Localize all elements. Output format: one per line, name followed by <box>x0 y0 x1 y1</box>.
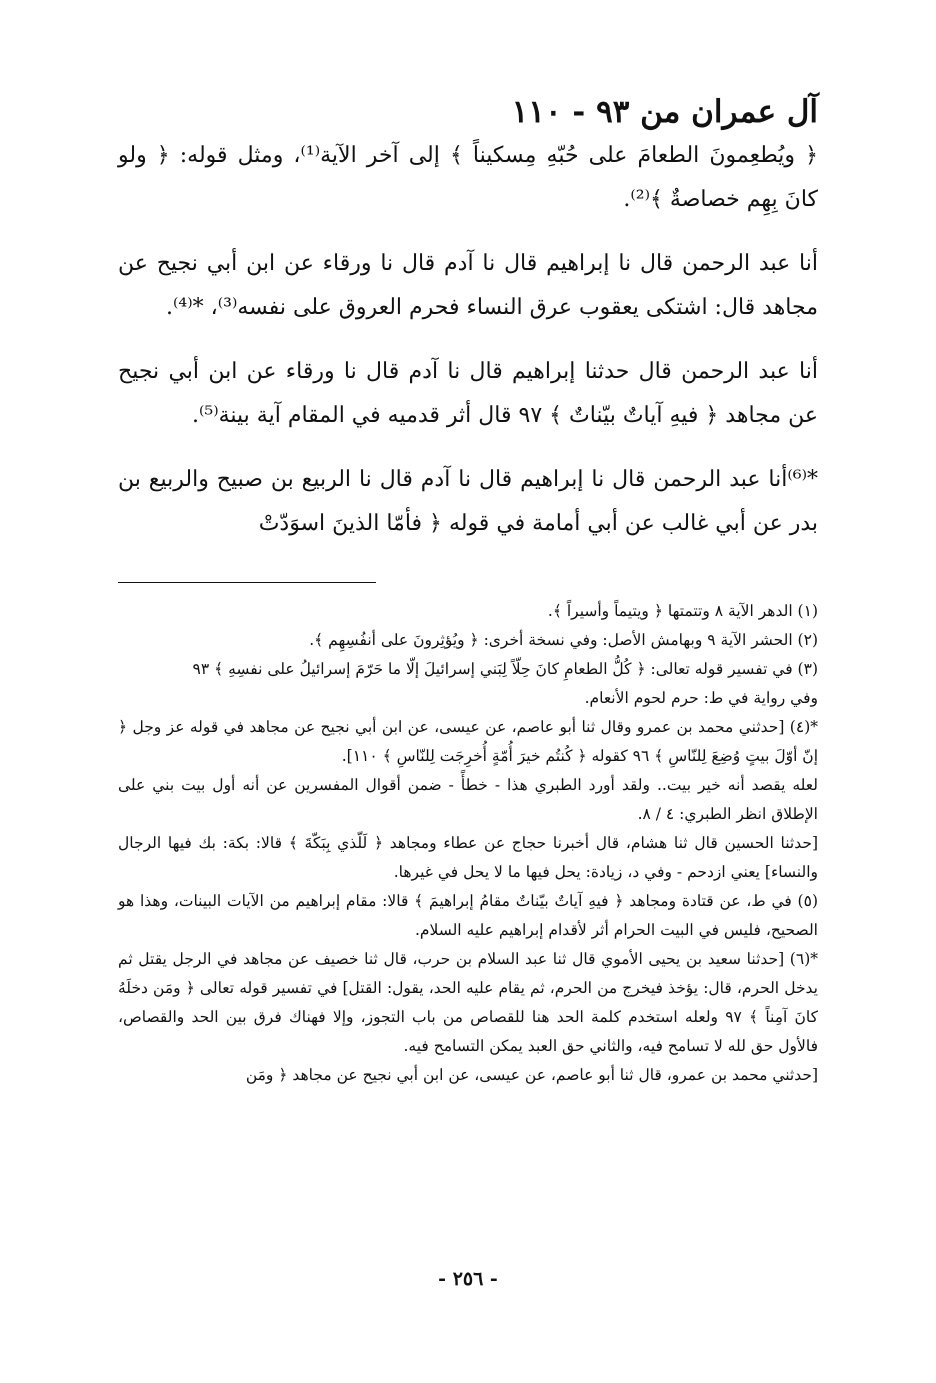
footnote: *(٦) [حدثنا سعيد بن يحيى الأموي قال ثنا عبد السلام بن حرب، قال ثنا خصيف عن مجاهد في الرجل يقتل ثم يدخل الحرم، قال: يؤخذ فيخرج من الحرم، ثم يقام عليه الحد، يقول: القتل] في تفسير قوله تعالى ﴿ ومَن دخلَهُ كانَ آمِناً ﴾ ٩٧ ولعله استخدم كلمة الحد هنا للقصاص من باب التجوز، وإلا فهناك فرق بين الحد والقصاص، فالأول حق لله لا تسامح فيه، والثاني حق العبد يمكن التسامح فيه. <box>118 950 818 1055</box>
footnote: لعله يقصد أنه خير بيت.. ولقد أورد الطبري هذا - خطأً - ضمن أقوال المفسرين عن أنه أول بيت بني على الإطلاق انظر الطبري: ٤ / ٨. <box>118 776 818 823</box>
page-body <box>118 92 818 1090</box>
footnote-divider <box>118 582 376 583</box>
footnote: [حدثنا الحسين قال ثنا هشام، قال أخبرنا حجاج عن عطاء ومجاهد ﴿ لَلّذي بِبَكّةَ ﴾ قالا: بكة: بك فيها الرجال والنساء] يعني ازدحم - وفي د، زيادة: يحل فيها ما لا يحل في غيرها. <box>118 834 818 881</box>
main-paragraph: أنا عبد الرحمن قال نا إبراهيم قال نا آدم قال نا ورقاء عن ابن أبي نجيح عن مجاهد قال: اشتكى يعقوب عرق النساء فحرم العروق على نفسه⁽³⁾، *⁽⁴⁾. <box>118 251 818 320</box>
running-header: آل عمران من ٩٣ - ١١٠ <box>511 94 818 130</box>
page-number: - ٢٥٦ - <box>438 1268 498 1290</box>
footnote: *(٤) [حدثني محمد بن عمرو وقال ثنا أبو عاصم، عن عيسى، عن ابن أبي نجيح عن مجاهد في قوله عز وجل ﴿ إنّ أوّلَ بيتٍ وُضِعَ لِلنّاسِ ﴾ ٩٦ كقوله ﴿ كُنتُم خيرَ أُمّةٍ أُخرِجَت لِلنّاسِ ﴾ ١١٠]. <box>118 718 818 765</box>
footnote: [حدثني محمد بن عمرو، قال ثنا أبو عاصم، عن عيسى، عن ابن أبي نجيح عن مجاهد ﴿ ومَن <box>245 1066 818 1084</box>
main-paragraph: *⁽⁶⁾أنا عبد الرحمن قال نا إبراهيم قال نا آدم قال نا الربيع بن صبيح والربيع بن بدر عن أبي غالب عن أبي أمامة في قوله ﴿ فأمّا الذينَ اسوَدّتْ <box>118 467 818 536</box>
footnote: (١) الدهر الآية ٨ وتتمتها ﴿ ويتيماً وأسيراً ﴾. <box>547 602 818 620</box>
footnote: (٢) الحشر الآية ٩ وبهامش الأصل: وفي نسخة أخرى: ﴿ ويُؤثِرونَ على أنفُسِهِم ﴾. <box>309 631 818 649</box>
main-paragraph: ﴿ ويُطعِمونَ الطعامَ على حُبّهِ مِسكيناً ﴾ إلى آخر الآية⁽¹⁾، ومثل قوله: ﴿ ولو كانَ بِهِم خصاصةٌ ﴾⁽²⁾. <box>118 143 818 212</box>
footnotes <box>118 597 818 1090</box>
main-paragraph: أنا عبد الرحمن قال حدثنا إبراهيم قال نا آدم قال نا ورقاء عن ابن أبي نجيح عن مجاهد ﴿ فيهِ آياتٌ بيّناتٌ ﴾ ٩٧ قال أثر قدميه في المقام آية بينة⁽⁵⁾. <box>118 359 818 428</box>
footnote: وفي رواية في ط: حرم لحوم الأنعام. <box>584 689 818 707</box>
footnote: (٣) في تفسير قوله تعالى: ﴿ كُلُّ الطعامِ كانَ حِلّاً لِبَني إسرائيلَ إلّا ما حَرّمَ إسرائيلُ على نفسِهِ ﴾ ٩٣ <box>192 660 818 678</box>
footnote: (٥) في ط، عن قتادة ومجاهد ﴿ فيهِ آياتٌ بيّناتٌ مقامُ إبراهيمَ ﴾ قالا: مقام إبراهيم من الآيات البينات، وهذا هو الصحيح، فليس في البيت الحرام أثر لأقدام إبراهيم عليه السلام. <box>118 892 818 939</box>
